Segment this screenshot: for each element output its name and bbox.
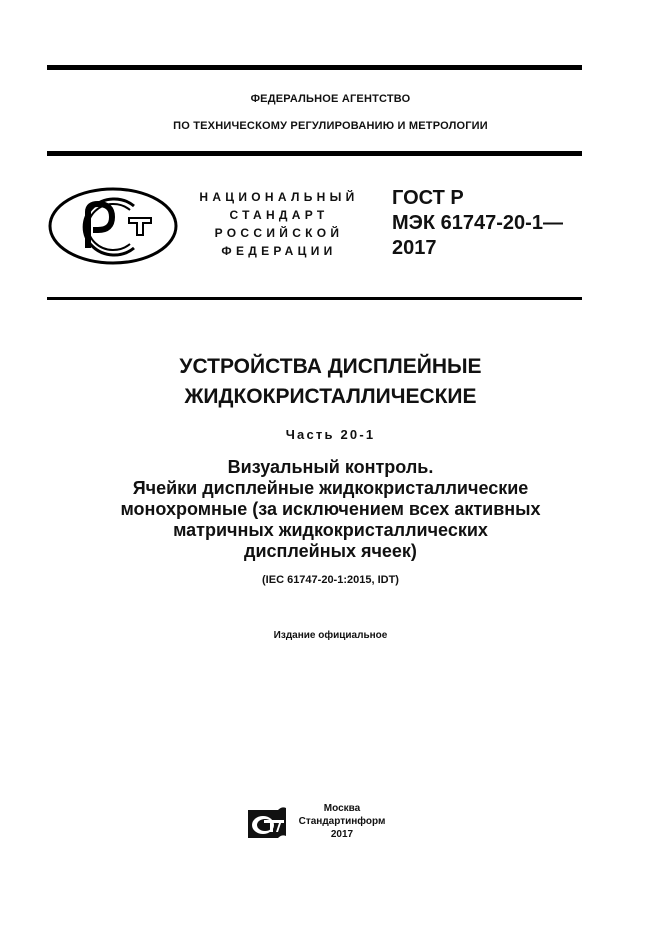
publisher-city: Москва (323, 803, 361, 814)
subtitle-line: монохромные (за исключением всех активных (120, 499, 541, 519)
designation-line: МЭК 61747-20-1— (392, 212, 563, 234)
national-standard-line: НАЦИОНАЛЬНЫЙ (199, 190, 359, 204)
rst-logo-icon (46, 186, 180, 266)
publisher-name: Стандартинформ (298, 816, 386, 827)
agency-line-1: ФЕДЕРАЛЬНОЕ АГЕНТСТВО (250, 93, 411, 105)
document-subtitle (0, 457, 661, 562)
publisher-info (292, 802, 392, 841)
designation-line: ГОСТ Р (392, 187, 464, 209)
part-number: Часть 20-1 (285, 427, 376, 442)
publication-year: 2017 (330, 829, 354, 840)
edition-label: Издание официальное (273, 630, 388, 641)
subtitle-line: Ячейки дисплейные жидкокристаллические (132, 478, 529, 498)
lower-rule (47, 297, 582, 300)
designation-line: 2017 (392, 237, 437, 259)
top-rule (47, 65, 582, 70)
national-standard-label (188, 188, 370, 260)
international-equivalence: (IEC 61747-20-1:2015, IDT) (262, 574, 399, 586)
title-line: ЖИДКОКРИСТАЛЛИЧЕСКИЕ (184, 385, 477, 408)
subtitle-line: дисплейных ячеек) (244, 541, 417, 561)
subtitle-line: Визуальный контроль. (227, 457, 434, 477)
agency-line-2: ПО ТЕХНИЧЕСКОМУ РЕГУЛИРОВАНИЮ И МЕТРОЛОГИИ (173, 120, 488, 132)
middle-rule (47, 151, 582, 156)
national-standard-line: СТАНДАРТ (229, 208, 329, 222)
national-standard-line: РОССИЙСКОЙ (214, 226, 344, 240)
standard-designation (392, 186, 563, 261)
document-title (0, 352, 661, 412)
standartinform-logo-icon (246, 806, 288, 842)
national-standard-line: ФЕДЕРАЦИИ (221, 244, 337, 258)
title-line: УСТРОЙСТВА ДИСПЛЕЙНЫЕ (179, 355, 482, 378)
subtitle-line: матричных жидкокристаллических (173, 520, 488, 540)
